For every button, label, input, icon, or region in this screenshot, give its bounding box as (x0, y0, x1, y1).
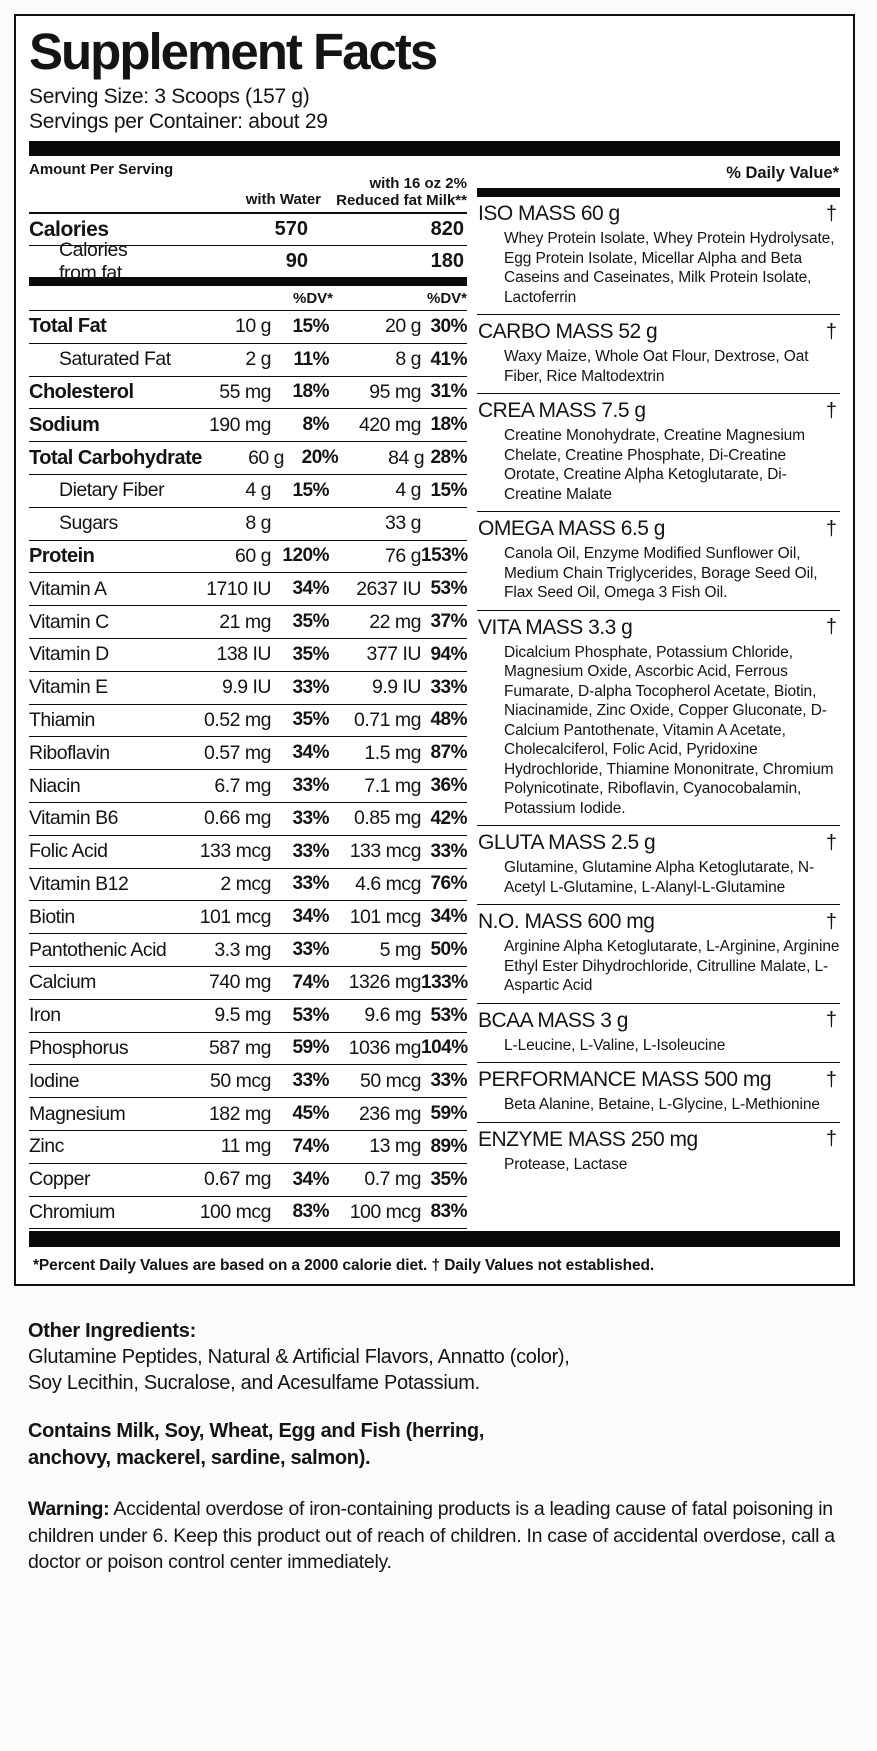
water-amount: 2 mcg (220, 872, 271, 895)
blend-section (477, 611, 840, 827)
water-amount: 6.7 mg (214, 774, 271, 797)
blend-section (477, 394, 840, 512)
nutrient-row (29, 869, 467, 902)
panel-title: Supplement Facts (29, 23, 437, 80)
blend-ingredients: Waxy Maize, Whole Oat Flour, Dextrose, Oat Fiber, Rice Maltodextrin (504, 348, 809, 385)
water-dv-percent: 15% (292, 315, 329, 337)
nutrient-row (29, 377, 467, 410)
water-amount: 740 mg (208, 971, 271, 994)
water-amount: 138 IU (216, 643, 271, 666)
water-dv-percent: 33% (292, 939, 329, 961)
blend-name: CREA MASS 7.5 g (478, 399, 646, 422)
blend-section (477, 1004, 840, 1064)
water-amount: 60 g (248, 446, 285, 469)
dagger-symbol: † (825, 320, 837, 343)
dagger-symbol: † (825, 910, 837, 933)
water-amount: 55 mg (219, 380, 271, 403)
nutrient-name: Folic Acid (29, 840, 108, 863)
nutrient-name: Vitamin D (29, 643, 109, 666)
milk-amount: 4 g (395, 479, 421, 502)
water-dv-percent: 33% (292, 873, 329, 895)
allergen-line2: anchovy, mackerel, sardine, salmon). (28, 1447, 371, 1469)
nutrient-row (29, 639, 467, 672)
milk-dv-percent: 33% (430, 840, 467, 862)
blend-list (477, 197, 840, 1181)
nutrient-row (29, 836, 467, 869)
blend-header (477, 906, 840, 936)
nutrient-name: Protein (29, 544, 95, 567)
water-amount: 60 g (235, 544, 271, 567)
nutrient-name: Pantothenic Acid (29, 938, 167, 961)
milk-dv-percent: 104% (421, 1037, 468, 1059)
milk-amount: 5 mg (379, 938, 421, 961)
nutrient-name: Niacin (29, 774, 81, 797)
milk-amount: 9.6 mg (364, 1004, 421, 1027)
water-dv-percent: 45% (292, 1103, 329, 1125)
nutrient-name: Iron (29, 1004, 61, 1027)
milk-amount: 33 g (385, 512, 421, 535)
nutrient-name: Riboflavin (29, 741, 110, 764)
calories-from-fat-label: Calories from fat (59, 238, 128, 284)
blend-header (477, 1124, 840, 1154)
panel-columns (29, 156, 840, 1229)
milk-amount: 0.7 mg (364, 1168, 421, 1191)
blend-name: VITA MASS 3.3 g (478, 615, 633, 639)
nutrient-row (29, 606, 467, 639)
warning-text: Accidental overdose of iron-containing products is a leading cause of fatal poisoning in children under 6. Keep this product out of reach of children. In case of accidental overdose, call a doctor or poison control center immediately. (28, 1498, 835, 1573)
water-amount: 1710 IU (206, 577, 271, 600)
water-amount: 190 mg (208, 413, 271, 436)
blend-header (477, 198, 840, 228)
blend-name: CARBO MASS 52 g (478, 320, 658, 343)
water-amount: 9.5 mg (214, 1004, 271, 1027)
milk-amount: 100 mcg (349, 1200, 421, 1223)
blend-section (477, 315, 840, 394)
blend-name: GLUTA MASS 2.5 g (478, 831, 656, 854)
milk-dv-percent: 41% (430, 348, 467, 370)
nutrient-row (29, 541, 467, 574)
nutrient-name: Dietary Fiber (59, 479, 165, 502)
dagger-symbol: † (825, 202, 837, 225)
milk-dv-percent: 31% (430, 381, 467, 403)
milk-dv-percent: 76% (430, 873, 467, 895)
milk-amount: 4.6 mcg (355, 872, 421, 895)
milk-amount: 0.85 mg (354, 807, 421, 830)
dagger-symbol: † (825, 1009, 837, 1031)
divider-bar-top (29, 141, 840, 156)
milk-amount: 101 mcg (349, 905, 421, 928)
blend-header (477, 316, 840, 346)
nutrient-row (29, 1197, 467, 1230)
milk-amount: 1036 mg (348, 1036, 421, 1059)
nutrient-name: Vitamin E (29, 676, 108, 699)
water-dv-percent: 33% (292, 676, 329, 698)
nutrient-row (29, 934, 467, 967)
dv-header-water: %DV* (292, 289, 333, 307)
nutrient-name: Cholesterol (29, 380, 134, 403)
nutrient-row (29, 1000, 467, 1033)
nutrient-row (29, 573, 467, 606)
nutrient-name: Zinc (29, 1135, 64, 1158)
water-amount: 8 g (245, 512, 271, 535)
with-milk-line1: with 16 oz 2% (369, 175, 467, 192)
milk-dv-percent: 89% (430, 1135, 467, 1157)
other-ingredients-line2: Soy Lecithin, Sucralose, and Acesulfame Potassium. (28, 1372, 480, 1394)
milk-amount: 20 g (385, 315, 421, 338)
milk-dv-percent: 15% (430, 479, 467, 501)
water-dv-percent: 74% (292, 1135, 329, 1157)
blend-ingredients: Arginine Alpha Ketoglutarate, L-Arginine, Arginine Ethyl Ester Dihydrochloride, Citrulline Malate, L-Aspartic Acid (504, 938, 840, 994)
water-dv-percent: 35% (292, 643, 329, 665)
below-panel-text (28, 1318, 840, 1576)
water-amount: 4 g (245, 479, 271, 502)
serving-size: Serving Size: 3 Scoops (157 g) (29, 85, 310, 108)
nutrient-row (29, 1098, 467, 1131)
water-amount: 21 mg (219, 610, 271, 633)
water-amount: 0.66 mg (204, 807, 271, 830)
water-amount: 0.67 mg (204, 1168, 271, 1191)
other-ingredients-title: Other Ingredients: (28, 1320, 196, 1342)
milk-dv-percent: 53% (430, 578, 467, 600)
milk-dv-percent: 33% (430, 1070, 467, 1092)
nutrient-name: Sodium (29, 413, 100, 436)
allergen-line1: Contains Milk, Soy, Wheat, Egg and Fish (herring, (28, 1420, 485, 1442)
milk-amount: 0.71 mg (354, 708, 421, 731)
water-amount: 133 mcg (199, 840, 271, 863)
water-dv-percent: 35% (292, 611, 329, 633)
blend-name: OMEGA MASS 6.5 g (478, 517, 665, 540)
milk-dv-percent: 34% (430, 906, 467, 928)
nutrient-row (29, 508, 467, 541)
nutrient-name: Total Carbohydrate (29, 446, 202, 469)
water-dv-percent: 8% (302, 414, 329, 436)
nutrient-row (29, 1065, 467, 1098)
water-dv-percent: 18% (292, 381, 329, 403)
water-amount: 0.52 mg (204, 708, 271, 731)
milk-dv-percent: 35% (430, 1168, 467, 1190)
water-amount: 2 g (245, 348, 271, 371)
blend-name: PERFORMANCE MASS 500 mg (478, 1068, 772, 1091)
blend-header (477, 513, 840, 543)
dagger-symbol: † (825, 1068, 837, 1091)
nutrient-row (29, 672, 467, 705)
milk-amount: 1326 mg (348, 971, 421, 994)
milk-dv-percent: 37% (430, 611, 467, 633)
dv-header-milk: %DV* (426, 289, 467, 307)
blend-ingredients: Dicalcium Phosphate, Potassium Chloride, Magnesium Oxide, Ascorbic Acid, Ferrous Fumarate, D-alpha Tocopherol Acetate, Biotin, Niacinamide, Zinc Oxide, Copper Gluconate, D-Calcium Pantothenate, Vitamin A Acetate, Cholecalciferol, Folic Acid, Pyridoxine Hydrochloride, Thiamine Mononitrate, Chromium Polynicotinate, Riboflavin, Cyanocobalamin, Potassium Iodide. (504, 643, 834, 817)
milk-amount: 22 mg (369, 610, 421, 633)
milk-dv-percent: 36% (430, 775, 467, 797)
nutrient-name: Calcium (29, 971, 96, 994)
water-amount: 50 mcg (210, 1069, 271, 1092)
nutrient-row (29, 409, 467, 442)
water-dv-percent: 34% (292, 1168, 329, 1190)
blend-name: ISO MASS 60 g (478, 202, 620, 225)
water-dv-percent: 59% (292, 1037, 329, 1059)
milk-amount: 13 mg (369, 1135, 421, 1158)
blend-panel (477, 156, 840, 1229)
dagger-symbol: † (825, 831, 837, 854)
nutrient-name: Phosphorus (29, 1036, 129, 1059)
water-amount: 3.3 mg (214, 938, 271, 961)
milk-amount: 50 mcg (360, 1069, 421, 1092)
nutrient-row (29, 770, 467, 803)
blend-section (477, 905, 840, 1004)
nutrient-row (29, 1033, 467, 1066)
calories-with-milk: 820 (430, 218, 464, 240)
milk-amount: 95 mg (369, 380, 421, 403)
blend-ingredients: L-Leucine, L-Valine, L-Isoleucine (504, 1036, 726, 1054)
nutrient-row (29, 344, 467, 377)
servings-per-container: Servings per Container: about 29 (29, 110, 328, 133)
milk-amount: 133 mcg (349, 840, 421, 863)
divider-bar-bottom (29, 1231, 840, 1247)
with-milk-column-header (321, 175, 467, 209)
blend-name: N.O. MASS 600 mg (478, 910, 655, 933)
blend-header (477, 827, 840, 857)
nutrient-table-header (29, 156, 467, 214)
blend-ingredients: Protease, Lactase (504, 1155, 628, 1173)
nutrient-name: Magnesium (29, 1102, 126, 1125)
calories-with-water: 570 (274, 218, 308, 240)
allergen-statement (28, 1418, 840, 1472)
milk-dv-percent: 28% (430, 447, 467, 469)
milk-dv-percent: 53% (430, 1004, 467, 1026)
water-dv-percent: 33% (292, 775, 329, 797)
water-dv-percent: 33% (292, 1070, 329, 1092)
water-dv-percent: 15% (292, 479, 329, 501)
calories-from-fat-with-milk: 180 (430, 250, 464, 272)
calories-label: Calories (29, 217, 109, 241)
with-milk-line2: Reduced fat Milk** (336, 192, 467, 209)
milk-dv-percent: 18% (430, 414, 467, 436)
water-dv-percent: 34% (292, 742, 329, 764)
milk-dv-percent: 153% (421, 545, 468, 567)
nutrient-name: Total Fat (29, 315, 107, 338)
blend-ingredients: Creatine Monohydrate, Creatine Magnesium Chelate, Creatine Phosphate, Di-Creatine Orotate, Creatine Alpha Ketoglutarate, Di-Creatine Malate (504, 427, 805, 503)
milk-dv-percent: 87% (430, 742, 467, 764)
footnote: *Percent Daily Values are based on a 2000 calorie diet. † Daily Values not established. (33, 1257, 655, 1275)
milk-amount: 7.1 mg (364, 774, 421, 797)
blend-section (477, 197, 840, 315)
supplement-facts-panel (14, 14, 855, 1286)
water-amount: 182 mg (208, 1102, 271, 1125)
milk-dv-percent: 30% (430, 315, 467, 337)
warning-statement (28, 1496, 840, 1576)
milk-dv-percent: 42% (430, 807, 467, 829)
nutrient-row (29, 1131, 467, 1164)
milk-dv-percent: 83% (430, 1201, 467, 1223)
water-dv-percent: 83% (292, 1201, 329, 1223)
dagger-symbol: † (825, 399, 837, 422)
milk-dv-percent: 94% (430, 643, 467, 665)
water-dv-percent: 11% (293, 348, 329, 370)
nutrient-row (29, 475, 467, 508)
dagger-symbol: † (825, 616, 837, 638)
blend-name: ENZYME MASS 250 mg (478, 1127, 698, 1151)
water-amount: 0.57 mg (204, 741, 271, 764)
water-amount: 10 g (235, 315, 271, 338)
blend-section (477, 1123, 840, 1182)
warning-label: Warning: (28, 1498, 110, 1520)
blend-header (477, 612, 840, 642)
blend-header (477, 1005, 840, 1035)
milk-amount: 377 IU (366, 643, 421, 666)
milk-amount: 2637 IU (356, 577, 421, 600)
nutrient-row (29, 737, 467, 770)
blend-ingredients: Canola Oil, Enzyme Modified Sunflower Oil, Medium Chain Triglycerides, Borage Seed Oil, Flax Seed Oil, Omega 3 Fish Oil. (504, 545, 818, 601)
nutrient-name: Saturated Fat (59, 348, 171, 371)
milk-dv-percent: 48% (430, 709, 467, 731)
with-water-column-header: with Water (245, 191, 321, 208)
milk-dv-percent: 59% (430, 1103, 467, 1125)
nutrient-row (29, 803, 467, 836)
blend-ingredients: Glutamine, Glutamine Alpha Ketoglutarate, N-Acetyl L-Glutamine, L-Alanyl-L-Glutamine (504, 859, 815, 896)
nutrient-row (29, 442, 467, 475)
nutrient-name: Biotin (29, 905, 75, 928)
water-dv-percent: 74% (292, 971, 329, 993)
milk-amount: 9.9 IU (371, 676, 421, 699)
nutrient-row (29, 705, 467, 738)
water-dv-percent: 35% (292, 709, 329, 731)
nutrient-table (29, 156, 467, 1229)
water-dv-percent: 34% (292, 578, 329, 600)
water-amount: 101 mcg (199, 905, 271, 928)
divider-bar-right (477, 188, 840, 197)
other-ingredients-line1: Glutamine Peptides, Natural & Artificial Flavors, Annatto (color), (28, 1346, 570, 1368)
nutrient-row (29, 311, 467, 344)
blend-header (477, 395, 840, 425)
milk-amount: 8 g (395, 348, 421, 371)
calories-from-fat-with-water: 90 (285, 250, 308, 272)
nutrient-name: Vitamin A (29, 577, 107, 600)
water-dv-percent: 20% (301, 447, 339, 469)
calories-from-fat-row (29, 238, 467, 284)
water-dv-percent: 33% (292, 840, 329, 862)
nutrient-name: Copper (29, 1168, 90, 1191)
dagger-symbol: † (825, 517, 837, 540)
water-amount: 11 mg (220, 1135, 271, 1158)
blend-section (477, 1063, 840, 1123)
blend-ingredients: Whey Protein Isolate, Whey Protein Hydrolysate, Egg Protein Isolate, Micellar Alpha and Beta Caseins and Caseinates, Milk Protein Isolate, Lactoferrin (504, 230, 835, 306)
daily-value-header: % Daily Value* (726, 164, 839, 182)
water-dv-percent: 120% (282, 545, 329, 567)
milk-amount: 420 mg (358, 413, 421, 436)
nutrient-row (29, 1164, 467, 1197)
dagger-symbol: † (825, 1128, 837, 1150)
blend-section (477, 512, 840, 611)
nutrient-name: Chromium (29, 1200, 115, 1223)
water-dv-percent: 53% (292, 1004, 329, 1026)
nutrient-row (29, 967, 467, 1000)
milk-amount: 76 g (385, 544, 421, 567)
milk-dv-percent: 33% (430, 676, 467, 698)
water-amount: 9.9 IU (221, 676, 271, 699)
nutrient-table-rows (29, 311, 467, 1229)
water-amount: 100 mcg (199, 1200, 271, 1223)
milk-amount: 236 mg (358, 1102, 421, 1125)
water-dv-percent: 34% (292, 906, 329, 928)
blend-header (477, 1064, 840, 1094)
milk-dv-percent: 50% (430, 939, 467, 961)
blend-ingredients: Beta Alanine, Betaine, L-Glycine, L-Methionine (504, 1096, 820, 1113)
water-amount: 587 mg (208, 1036, 271, 1059)
nutrient-name: Iodine (29, 1069, 80, 1092)
milk-amount: 1.5 mg (364, 741, 421, 764)
blend-section (477, 826, 840, 905)
nutrient-name: Thiamin (29, 708, 95, 731)
dv-header-row (29, 286, 467, 311)
column-headers (29, 175, 467, 209)
nutrient-name: Vitamin B12 (29, 872, 129, 895)
blend-name: BCAA MASS 3 g (478, 1008, 628, 1032)
nutrient-name: Vitamin C (29, 610, 109, 633)
nutrient-name: Vitamin B6 (29, 807, 118, 830)
nutrient-row (29, 901, 467, 934)
water-dv-percent: 33% (292, 807, 329, 829)
amount-per-serving-label: Amount Per Serving (29, 161, 174, 178)
milk-dv-percent: 133% (421, 971, 468, 993)
milk-amount: 84 g (388, 446, 425, 469)
nutrient-name: Sugars (59, 512, 118, 535)
